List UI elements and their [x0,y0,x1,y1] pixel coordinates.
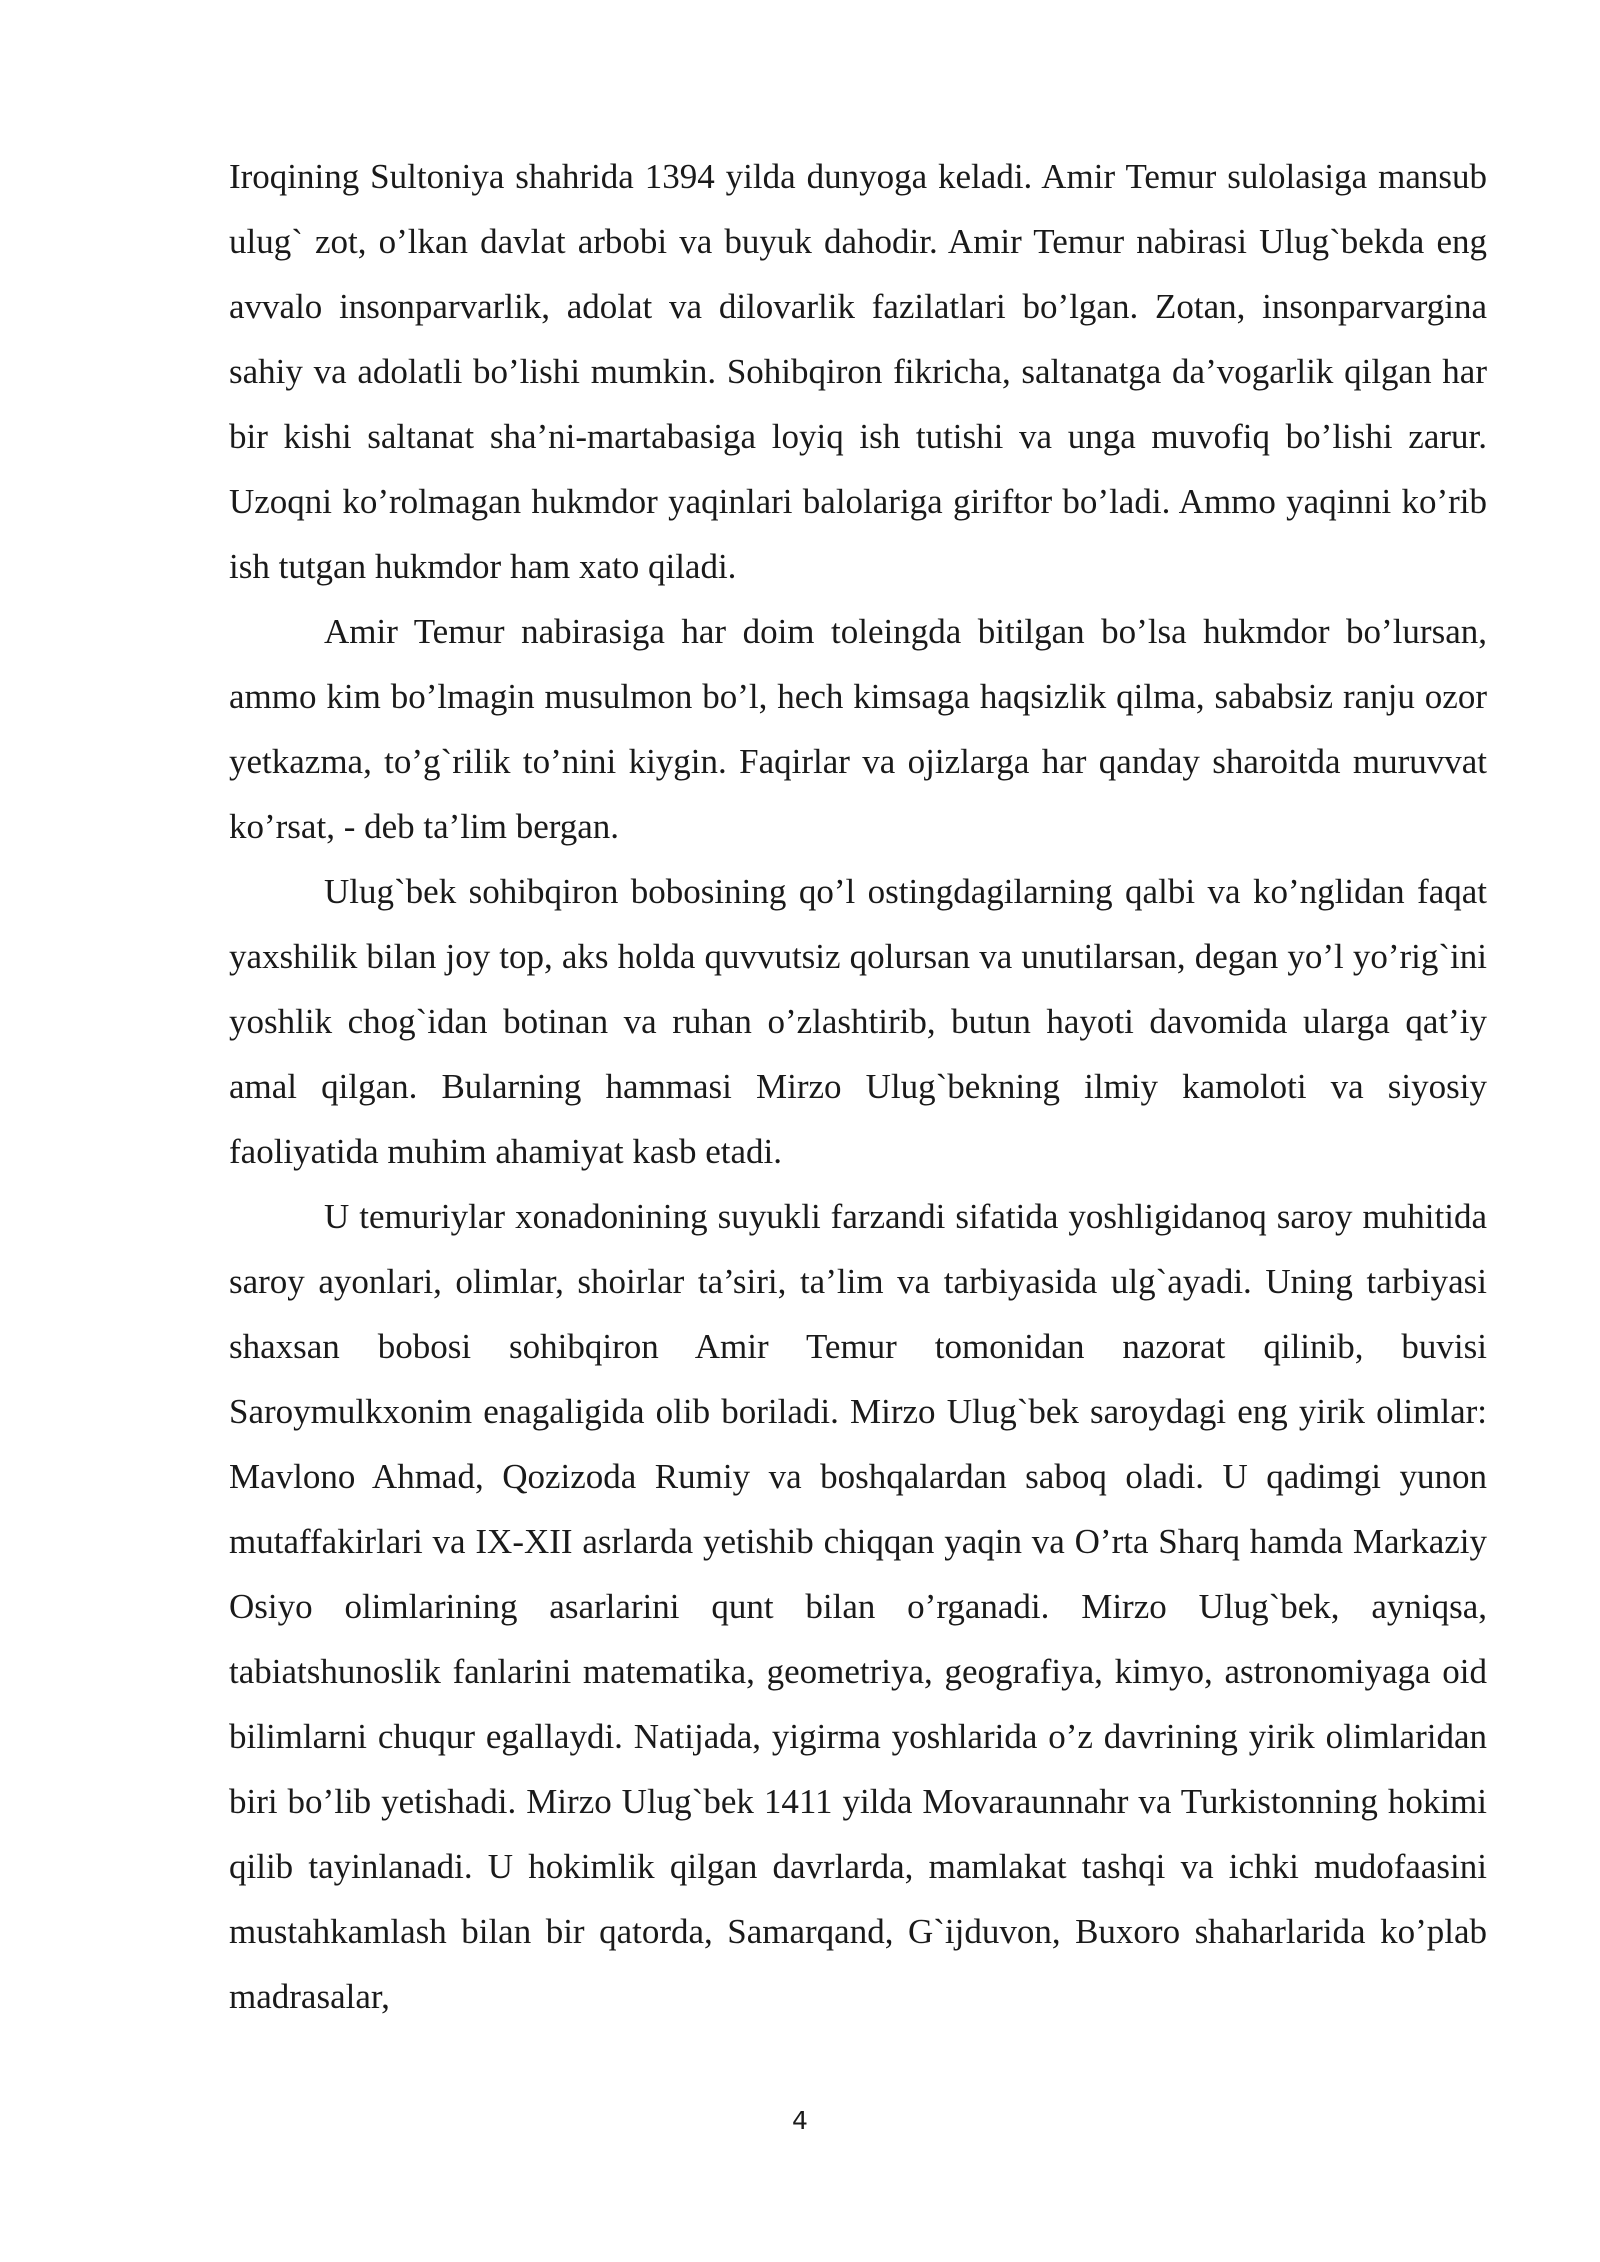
paragraph-3: Ulug`bek sohibqiron bobosining qo’l ostingdagilarning qalbi va ko’nglidan faqat yaxshilik bilan joy top, aks holda quvvutsiz qolursan va unutilarsan, degan yo’l yo’rig`ini yoshlik chog`idan botinan va ruhan o’zlashtirib, butun hayoti davomida ularga qat’iy amal qilgan. Bularning hammasi Mirzo Ulug`bekning ilmiy kamoloti va siyosiy faoliyatida muhim ahamiyat kasb etadi. [229,872,1487,1171]
paragraph-4: U temuriylar xonadonining suyukli farzandi sifatida yoshligidanoq saroy muhitida saroy ayonlari, olimlar, shoirlar ta’siri, ta’lim va tarbiyasida ulg`ayadi. Uning tarbiyasi shaxsan bobosi sohibqiron Amir Temur tomonidan nazorat qilinib, buvisi Saroymulkxonim enagaligida olib boriladi. Mirzo Ulug`bek saroydagi eng yirik olimlar: Mavlono Ahmad, Qozizoda Rumiy va boshqalardan saboq oladi. U qadimgi yunon mutaffakirlari va IX-XII asrlarda yetishib chiqqan yaqin va O’rta Sharq hamda Markaziy Osiyo olimlarining asarlarini qunt bilan o’rganadi. Mirzo Ulug`bek, ayniqsa, tabiatshunoslik fanlarini matematika, geometriya, geografiya, kimyo, astronomiyaga oid bilimlarni chuqur egallaydi. Natijada, yigirma yoshlarida o’z davrining yirik olimlaridan biri bo’lib yetishadi. Mirzo Ulug`bek 1411 yilda Movaraunnahr va Turkistonning hokimi qilib tayinlanadi. U hokimlik qilgan davrlarda, mamlakat tashqi va ichki mudofaasini mustahkamlash bilan bir qatorda, Samarqand, G`ijduvon, Buxoro shaharlarida ko’plab madrasalar, [229,1197,1487,2016]
paragraph-2: Amir Temur nabirasiga har doim toleingda bitilgan bo’lsa hukmdor bo’lursan, ammo kim bo’lmagin musulmon bo’l, hech kimsaga haqsizlik qilma, sababsiz ranju ozor yetkazma, to’g`rilik to’nini kiygin. Faqirlar va ojizlarga har qanday sharoitda muruvvat ko’rsat, - deb ta’lim bergan. [229,612,1487,846]
paragraph-1: Iroqining Sultoniya shahrida 1394 yilda dunyoga keladi. Amir Temur sulolasiga mansub ulug` zot, o’lkan davlat arbobi va buyuk dahodir. Amir Temur nabirasi Ulug`bekda eng avvalo insonparvarlik, adolat va dilovarlik fazilatlari bo’lgan. Zotan, insonparvargina sahiy va adolatli bo’lishi mumkin. Sohibqiron fikricha, saltanatga da’vogarlik qilgan har bir kishi saltanat sha’ni-martabasiga loyiq ish tutishi va unga muvofiq bo’lishi zarur. Uzoqni ko’rolmagan hukmdor yaqinlari balolariga giriftor bo’ladi. Ammo yaqinni ko’rib ish tutgan hukmdor ham xato qiladi. [229,157,1487,586]
page-number: 4 [792,2106,808,2135]
body-text [229,144,1487,2029]
